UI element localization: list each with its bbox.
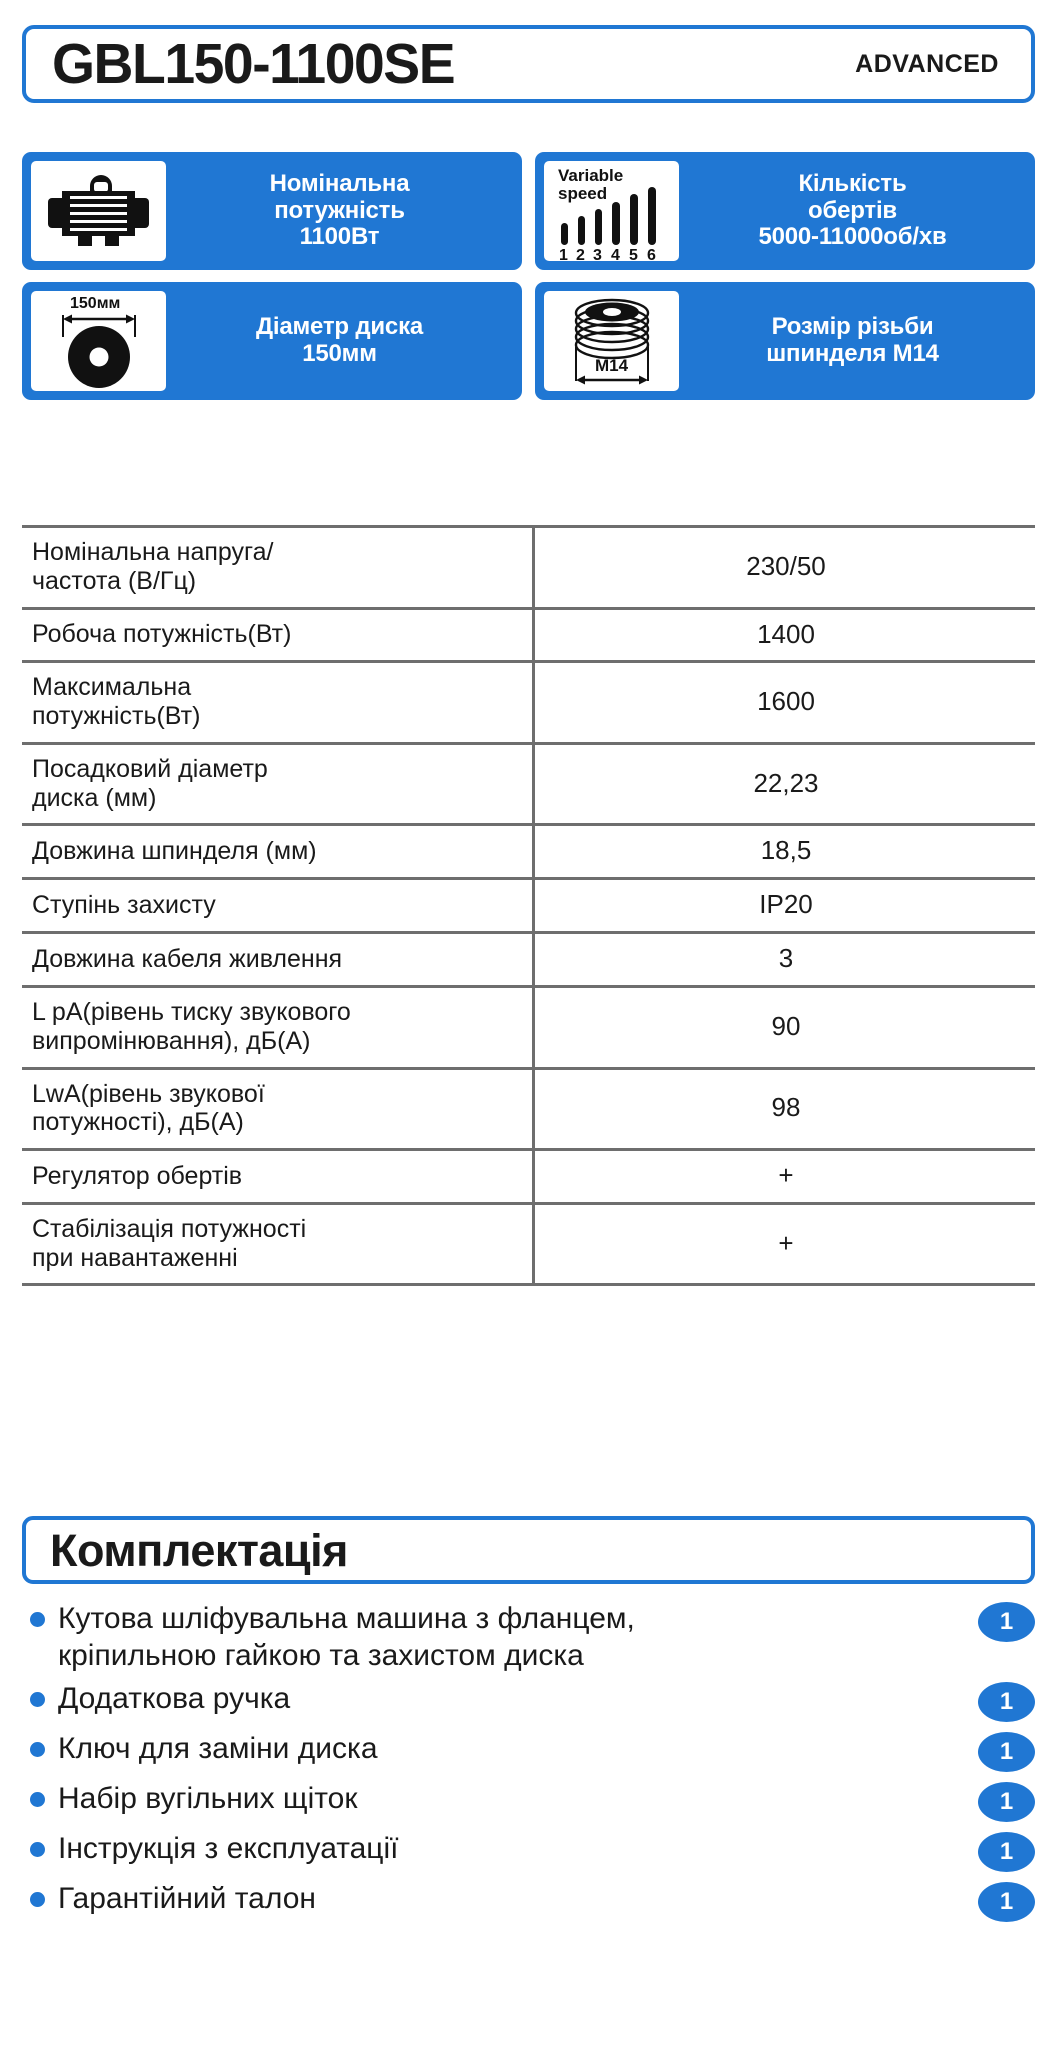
package-item-label: Ключ для заміни диска — [58, 1732, 378, 1766]
list-item — [22, 1780, 1035, 1824]
spec-label: Регулятор обертів — [22, 1150, 534, 1204]
spec-value: 90 — [534, 987, 1036, 1069]
bullet-icon — [30, 1692, 45, 1707]
table-row — [22, 987, 1035, 1069]
feature-row-1 — [22, 152, 1035, 270]
package-item-label: Додаткова ручка — [58, 1682, 291, 1716]
package-item-label: Кутова шліфувальна машина з фланцем, кріпильною гайкою та захистом диска — [58, 1602, 635, 1672]
feature-spindle-thread — [535, 282, 1035, 400]
list-item — [22, 1680, 1035, 1724]
spec-label: Посадковий діаметр диска (мм) — [22, 743, 534, 825]
feature-line: Розмір різьби — [771, 313, 934, 341]
feature-line: 150мм — [302, 340, 377, 367]
disc-dimension-label: 150мм — [69, 295, 120, 312]
package-item-label: Інструкція з експлуатації — [58, 1832, 399, 1866]
feature-rated-power — [22, 152, 522, 270]
spec-label: L pA(рівень тиску звукового випромінювання), дБ(А) — [22, 987, 534, 1069]
variable-speed-icon — [544, 161, 679, 261]
feature-line: Кількість — [798, 169, 907, 197]
list-item — [22, 1730, 1035, 1774]
list-item — [22, 1880, 1035, 1924]
quantity-badge: 1 — [978, 1882, 1035, 1922]
feature-spindle-thread-text — [679, 314, 1026, 368]
feature-line: шпинделя M14 — [766, 340, 939, 367]
feature-row-2 — [22, 282, 1035, 400]
package-title-bar — [22, 1516, 1035, 1584]
variable-speed-label-line2: speed — [557, 184, 607, 203]
spec-label: Довжина кабеля живлення — [22, 933, 534, 987]
specification-table — [22, 525, 1035, 1286]
feature-grid — [22, 152, 1035, 412]
table-row — [22, 1203, 1035, 1285]
feature-line: Діаметр диска — [255, 313, 424, 341]
feature-line: 5000-11000об/хв — [758, 223, 947, 251]
table-row — [22, 933, 1035, 987]
spec-value: 1400 — [534, 608, 1036, 662]
disc-diameter-icon — [31, 291, 166, 391]
variable-speed-label-line1: Variable — [557, 166, 623, 185]
feature-line: 1100Вт — [299, 223, 380, 251]
bullet-icon — [30, 1892, 45, 1907]
svg-text:4: 4 — [610, 247, 620, 261]
table-row — [22, 825, 1035, 879]
bullet-icon — [30, 1742, 45, 1757]
spec-value: 22,23 — [534, 743, 1036, 825]
advanced-badge: ADVANCED — [855, 49, 999, 78]
package-contents-list — [22, 1600, 1035, 1930]
table-row — [22, 879, 1035, 933]
feature-line: потужність — [274, 196, 405, 224]
feature-rpm-text — [679, 171, 1026, 252]
quantity-badge: 1 — [978, 1682, 1035, 1722]
quantity-badge: 1 — [978, 1832, 1035, 1872]
svg-text:2: 2 — [575, 247, 585, 261]
spec-value: 3 — [534, 933, 1036, 987]
spec-value: + — [534, 1203, 1036, 1285]
feature-disc-diameter-text — [166, 314, 513, 368]
spec-label: Максимальна потужність(Вт) — [22, 662, 534, 744]
svg-text:1: 1 — [558, 247, 568, 261]
feature-rated-power-text — [166, 171, 513, 252]
bullet-icon — [30, 1612, 45, 1627]
spec-value: + — [534, 1150, 1036, 1204]
spec-value: 1600 — [534, 662, 1036, 744]
spec-label: LwA(рівень звукової потужності), дБ(А) — [22, 1068, 534, 1150]
spec-label: Робоча потужність(Вт) — [22, 608, 534, 662]
spec-value: 18,5 — [534, 825, 1036, 879]
feature-line: обертів — [808, 196, 897, 224]
spec-value: 98 — [534, 1068, 1036, 1150]
quantity-badge: 1 — [978, 1782, 1035, 1822]
spec-label: Ступінь захисту — [22, 879, 534, 933]
table-row — [22, 662, 1035, 744]
list-item — [22, 1600, 1035, 1674]
spec-label: Стабілізація потужності при навантаженні — [22, 1203, 534, 1285]
table-row — [22, 1150, 1035, 1204]
specification-table-body — [22, 527, 1035, 1285]
bullet-icon — [30, 1842, 45, 1857]
quantity-badge: 1 — [978, 1602, 1035, 1642]
list-item — [22, 1830, 1035, 1874]
bullet-icon — [30, 1792, 45, 1807]
model-title-bar — [22, 25, 1035, 103]
svg-text:3: 3 — [592, 247, 602, 261]
table-row — [22, 527, 1035, 609]
table-row — [22, 743, 1035, 825]
table-row — [22, 608, 1035, 662]
electric-motor-icon — [31, 161, 166, 261]
page-title: GBL150-1100SE — [52, 31, 455, 96]
spec-label: Номінальна напруга/ частота (В/Гц) — [22, 527, 534, 609]
package-title: Комплектація — [50, 1524, 348, 1576]
spec-value: IP20 — [534, 879, 1036, 933]
spec-value: 230/50 — [534, 527, 1036, 609]
svg-text:5: 5 — [628, 247, 638, 261]
package-item-label: Набір вугільних щіток — [58, 1782, 358, 1816]
feature-rpm — [535, 152, 1035, 270]
svg-text:6: 6 — [646, 247, 656, 261]
feature-disc-diameter — [22, 282, 522, 400]
spindle-thread-icon — [544, 291, 679, 391]
feature-line: Номінальна — [269, 169, 410, 197]
spec-label: Довжина шпинделя (мм) — [22, 825, 534, 879]
thread-size-label: M14 — [594, 356, 628, 375]
package-item-label: Гарантійний талон — [58, 1882, 316, 1916]
quantity-badge: 1 — [978, 1732, 1035, 1772]
table-row — [22, 1068, 1035, 1150]
